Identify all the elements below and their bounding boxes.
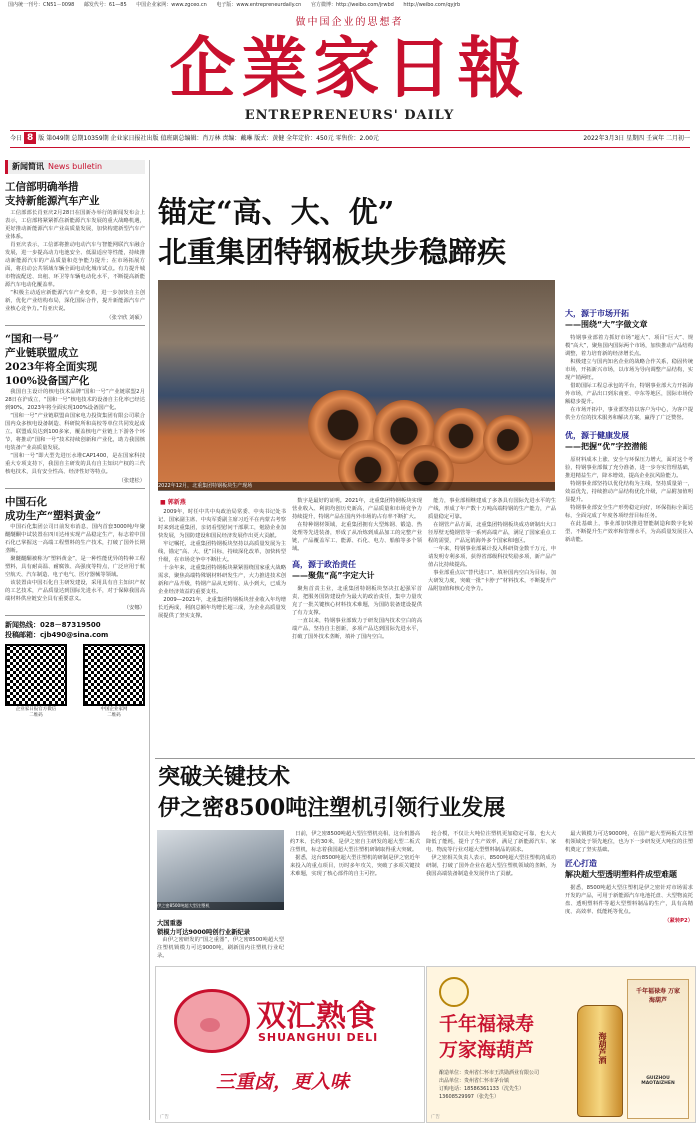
page-count-badge: 8 (24, 132, 36, 144)
lead-para: 在特种钢材领域，北重集团拥有大型炼钢、锻造、热处理等先进装备，形成了从冶炼到成品加工的完整产业链，产品覆盖军工、能源、石化、电力、船舶等多个领域。 (292, 522, 422, 552)
second-para: 据悉，8500吨超大型注塑机是伊之密针对市场需求开发的产品，可用于新能源汽车电池托盘、大型物流托盘、透明塑料件等超大型塑料制品的生产，具有高精度、高效率、低能耗等优点。 (565, 885, 693, 915)
news-hotline: 新闻热线：028－87319500 (5, 621, 101, 629)
bulletin-author: （张辛欣 刘硕） (106, 315, 145, 321)
bulletin-para: “积极主动适应新能源汽车产业变革，进一步加快自主创新，优化产业结构布局，深化国际合作，提升新能源汽车产业核心竞争力。”肖亚庆说。 (5, 290, 145, 312)
weibo-link-2[interactable]: http://weibo.com/qyjrb (403, 2, 461, 8)
lead-para: 牢记嘱托，北重集团特钢板块坚持以高质量发展为主线，锚定“高、大、优”目标，持续深化改革，加快转型升级，在市场竞争中不断壮大。 (158, 541, 286, 563)
lead-para: 十余年来，北重集团特钢板块紧紧围绕国家重大战略需求，聚焦高端特殊钢材料研发生产，大力推进技术创新和产品升级，特钢产品从无到有、从小到大，已成为企业经济效益的重要支柱。 (158, 565, 286, 595)
second-headline-line2: 伊之密8500吨注塑机引领行业发展 (158, 795, 506, 821)
post-code-text: 邮发代号：61—85 (83, 2, 127, 8)
second-subhead (565, 858, 693, 880)
pipe-shape (483, 415, 533, 465)
pig-logo-icon (174, 989, 250, 1053)
bulletin-title[interactable]: 中国石化 成功生产“塑料黄金” (5, 496, 102, 522)
submission-email[interactable]: 投稿邮箱：cjb490@sina.com (5, 631, 109, 639)
bulletin-title[interactable]: 工信部明确举措 支持新能源汽车产业 (5, 181, 100, 207)
right-subhead-title: 大，源于市场开拓 (565, 309, 629, 318)
sidebar-box-body: 由伊之密研发的“国之重器”，伊之密8500吨超大型注塑机锁模力可达9000吨，刷新国内注塑机行业纪录。 (157, 937, 284, 959)
divider (5, 615, 145, 616)
news-bulletin-column (5, 160, 145, 1120)
ad2-label: 广告 (431, 1115, 440, 1120)
lead-para: 2009—2021年，北重集团特钢板块营业收入年均增长近两成，利润总额年均增长超三成，为企业高质量发展提供了坚实支撑。 (158, 597, 286, 619)
sidebar-box (157, 918, 284, 963)
bulletin-para: “国和一号”产业链联盟由国家电力投资集团有限公司联合国内众多核电设备制造、科研院所和高校等单位共同发起成立。联盟成员达到100多家，覆盖核电产业链上下游各个环节，将推动“国和一号”技术持续创新和产业化，助力我国核电装备产业高质量发展。 (5, 413, 145, 451)
ad2-phone: 订购电话：18586361133（沈先生） 13608529997（张先生） (439, 1086, 524, 1100)
bulletin-para: 肖亚庆表示，工信部将推动电动汽车与智能网联汽车融合发展，进一步提高动力电池安全、低温适应等性能，持续推动新能源汽车的产品质量和竞争能力提升；在市场拓展方面，将启动公共领域车辆全面电动化城市试点。有力提升城市物流配送、出租、环卫等车辆电动化水平，不断提高新能源汽车电动化覆盖率。 (5, 242, 145, 288)
bulletin-para: 该装置由中国石化自主研发建设，采用具有自主知识产权的工艺技术，产品质量达到国际先进水平，对于保障我国高端材料供应链安全具有重要意义。 (5, 580, 145, 602)
shuanghui-ad[interactable] (155, 966, 425, 1123)
right-para: 特钢事业部着力抓好市场“超大”、项目“巨大”、规模“高大”，聚焦国内国际两个市场，加快推动产品结构调整，着力培育新的经济增长点。 (565, 335, 693, 357)
second-para: 最大锁模力可达9000吨，在国产超大型两板式注塑机领域处于领先地位，也为下一步研发更大吨位的注塑机奠定了坚实基础。 (565, 831, 693, 853)
issue-date: 2022年3月3日 星期四 壬寅年 二月初一 (583, 135, 690, 142)
ad2-slogan-1: 千年福禄寿 (439, 1013, 535, 1035)
qr-block (5, 644, 67, 718)
bulletin-para: “国和一号”即大型先进压水堆CAP1400，是在国家科技重大专项支持下，我国自主研发的具有自主知识产权的三代核电技术，具有安全性高、经济性好等特点。 (5, 453, 145, 475)
bulletin-para: 聚醚醚酮被称为“塑料黄金”，是一种性能优异的特种工程塑料，具有耐高温、耐腐蚀、高强度等特点，广泛应用于航空航天、汽车制造、电子电气、医疗器械等领域。 (5, 556, 145, 578)
lead-headline[interactable] (158, 192, 578, 272)
bulletin-para: 工信部部长肖亚庆2月28日在国新办举行的新闻发布会上表示，工信部将紧紧抓住新能源汽车发展的重大战略机遇，更好推动新能源汽车产业高质量发展，加快构建新型汽车产业体系。 (5, 210, 145, 240)
story-divider (155, 758, 695, 759)
second-para: 伊之密相关负责人表示，8500吨超大型注塑机的成功研制，打破了国外企业在超大型注塑机领域的垄断，为我国高端装备制造业发展作出了贡献。 (426, 855, 556, 877)
lead-byline: ■ 郭新燕 (160, 499, 186, 506)
right-para: 特钢事业部坚持以优化结构为主线，坚持质量第一，效益优先，持续推动产品结构优化升级，产品附加值明显提升。 (565, 481, 693, 503)
lead-body-col2 (292, 497, 422, 753)
column-divider (149, 160, 150, 1120)
second-photo-caption: 伊之密8500吨超大型注塑机 (157, 902, 284, 910)
ad2-address: 出品单位：贵州省仁怀市茅台镇 (439, 1078, 510, 1084)
qr-code-icon[interactable] (83, 644, 145, 706)
qr-label: 中国企业家网 二维码 (100, 707, 128, 718)
lead-subhead-sub: ——聚焦“高”字定大计 (292, 571, 375, 580)
ad2-info (439, 1069, 599, 1101)
lead-subhead-title: 高，源于政治责任 (292, 560, 356, 569)
lead-para: 一年来，特钢事业部累计投入科研资金数千万元，申请发明专利多项，获得省部级科技奖励多项，新产品产值占比持续提高。 (428, 546, 556, 568)
bulletin-title[interactable]: “国和一号” 产业链联盟成立 2023年将全面实现 100%设备国产化 (5, 333, 98, 387)
sidebar-box-sub: 锁模力可达9000吨创行业新纪录 (157, 929, 251, 936)
qr-label: 企业家日报官方微信 二维码 (15, 707, 57, 718)
bottle-label: 海葫芦酒 (598, 1032, 607, 1064)
lead-para: 能力，事业部相继建成了多条具有国际先进水平的生产线，形成了年产数十万吨高端特钢的生产能力，产品质量稳定可靠。 (428, 498, 556, 520)
liquor-logo-icon (439, 977, 469, 1007)
ad2-slogan-2: 万家海葫芦 (439, 1039, 535, 1061)
right-subhead (565, 308, 693, 330)
bulletin-item (5, 332, 145, 484)
ad1-brand-en: SHUANGHUI DELI (258, 1031, 379, 1044)
ad2-maker: 酿造单位：贵州省仁怀市王洪勋酒业有限公司 (439, 1070, 540, 1076)
masthead-title: 企業家日報 (169, 29, 530, 107)
right-para: 在此基础上，事业部加快推进智能制造和数字化转型，不断提升生产效率和管理水平，为高质量发展注入新动能。 (565, 521, 693, 543)
second-para: 轮合模，不仅让大吨位注塑机更加稳定可靠，也大大降低了能耗，提升了生产效率，满足了新能源汽车、家电、物流等行业对超大型塑料制品的需求。 (426, 831, 556, 853)
section-title-en: News bulletin (48, 162, 103, 171)
bulletin-author: （安娜） (123, 605, 145, 611)
bulletin-para: 我国自主设计的核电技术品牌“国和一号”产业链联盟2月28日在沪成立，“国和一号”核电技术的设备自主化率已经达到90%，2023年将全面实现100%设备国产化。 (5, 389, 145, 411)
second-para: 日前，伊之密8500吨超大型注塑机亮相，这台机器高约7米、长约30米，是伊之密自主研发的超大型二板式注塑机，标志着我国超大型注塑机研制取得重大突破。 (290, 831, 420, 853)
injection-machine-photo[interactable] (157, 830, 284, 910)
right-para: 原材料成本上涨、安全与环保压力增大，面对这个考验，特钢事业部做了充分准备，进一步夯实管理基础，推进精益生产，降本增效，提高企业抗风险能力。 (565, 457, 693, 479)
section-header (5, 160, 145, 174)
lead-subhead (292, 559, 422, 581)
second-para: 据悉，这台8500吨超大型注塑机的研制是伊之密近年来投入的重点项目，历时多年攻关，突破了多项关键技术难题，实现了核心部件的自主可控。 (290, 855, 420, 877)
lead-photo-steel-pipes[interactable] (158, 280, 555, 490)
lead-para: 一直以来，特钢事业部致力于研发国内技术空白的高端产品，坚持自主创新，多项产品达到国际先进水平，打破了国外技术垄断，填补了国内空白。 (292, 618, 422, 640)
site-link-1[interactable]: 中国企业家网：www.zgceo.cn (136, 2, 207, 8)
right-para: 特钢事业部安全生产形势稳定向好，环保指标全面达标，全面完成了年度各项经营目标任务。 (565, 505, 693, 519)
lead-headline-line1: 锚定“高、大、优” (158, 195, 395, 229)
section-title-cn: 新闻简讯 (12, 162, 44, 171)
pig-snout-icon (200, 1018, 220, 1032)
divider (5, 325, 145, 326)
box-text-cn: 千年福禄寿 万家海葫芦 (635, 988, 681, 1004)
second-body-col1 (290, 830, 420, 962)
second-subhead-title: 匠心打造 (565, 859, 597, 868)
lead-right-column (565, 308, 693, 753)
box-text-en: GUIZHOU MAOTAIZHEN (641, 1076, 675, 1086)
right-subhead-title: 优，源于健康发展 (565, 431, 629, 440)
second-headline[interactable] (158, 762, 578, 824)
issn-text: 国内统一刊号：CN51－0098 (8, 2, 75, 8)
bulletin-item (5, 180, 145, 321)
lead-headline-line2: 北重集团特钢板块步稳蹄疾 (158, 235, 507, 269)
issue-info-bar (10, 130, 690, 148)
bulletin-para: 中国石化集团公司日前发布消息，国内首套3000吨/年聚醚醚酮中试装置在四川达州实现产品稳定生产，标志着中国石化已掌握这一高端工程塑料的生产技术，打破了国外长期垄断。 (5, 524, 145, 554)
liquor-ad[interactable] (426, 966, 696, 1123)
lead-para: 在钢管产品方面，北重集团特钢板块成功研制出大口径厚壁无缝钢管等一系列高端产品，满足了国家重点工程的需要，产品远销海外多个国家和地区。 (428, 522, 556, 544)
masthead-slogan: 做中国企业的思想者 (295, 17, 404, 28)
bulletin-author: （张建松） (118, 478, 145, 484)
right-para: 借助国际工程总承包的平台，特钢事业部大力开拓海外市场，产品出口到东南亚、中东等地区，国际市场份额稳步提升。 (565, 383, 693, 405)
ad1-slogan: 三重卤，更入味 (216, 1071, 350, 1093)
weibo-link-1[interactable]: 官方微博：http://weibo.com/jrwbd (310, 2, 394, 8)
right-para: 积极建立与国内知名企业的战略合作关系，稳固传统市场，开拓新兴市场，以市场为导向调整产品结构，实现产销两旺。 (565, 359, 693, 381)
lead-body-col1 (158, 508, 286, 753)
lead-para: 数字是最好的证明。2021年，北重集团特钢板块实现营业收入、利润均创历史新高，产品质量和市场竞争力持续提升，特钢产品在国内外市场的占有率不断扩大。 (292, 498, 422, 520)
qr-code-row (5, 644, 145, 718)
bulletin-item (5, 495, 145, 611)
today-label: 今日 (10, 135, 23, 142)
lead-photo-caption: 2022年12月，北重集团特钢板块生产现场 (158, 482, 555, 491)
lead-body-col3 (428, 497, 556, 753)
ad1-label: 广告 (160, 1115, 169, 1120)
second-subhead-sub: 解决超大型透明塑料件成型难题 (565, 870, 677, 879)
sidebar-box-title: 大国重器 (157, 920, 183, 927)
right-subhead-sub: ——围绕“大”字做文章 (565, 320, 648, 329)
ad1-brand-cn: 双汇熟食 (256, 999, 376, 1034)
qr-code-icon[interactable] (5, 644, 67, 706)
divider (5, 488, 145, 489)
lead-para: 事业部重点以“替代进口”、填补国内空白为目标，加大研发力度，突破一批“卡脖子”材料技术，不断提升产品附加值和核心竞争力。 (428, 570, 556, 592)
top-info-bar (0, 0, 699, 11)
site-link-2[interactable]: 电子版：www.entrepreneurdaily.cn (216, 2, 302, 8)
lead-para: 聚焦首责主业，北重集团特钢板块坚决扛起强军首责，把服务国防建设作为最大的政治责任，集中力量攻克了一批关键核心材料技术难题，为国防装备建设提供了有力支撑。 (292, 586, 422, 616)
liquor-box-icon (627, 979, 689, 1119)
issue-details: 版 第049期 总期10359期 企业家日报社出版 值班副总编辑：肖万林 责编：戴琳 版式：黄健 全年定价：450元 零售价：2.00元 (38, 135, 379, 142)
qr-block (83, 644, 145, 718)
lead-para: 2009年，时任中共中央政治局常委、中央书记处书记、国家副主席、中央军委副主席习近平在内蒙古考察时来到北重集团，亲切看望慰问干部职工，勉励企业加快发展，为国防建设和国民经济发展作出更大贡献。 (158, 509, 286, 539)
second-body-col3 (565, 830, 693, 962)
second-headline-line1: 突破关键技术 (158, 764, 291, 790)
right-subhead (565, 430, 693, 452)
masthead-english: ENTREPRENEURS' DAILY (244, 108, 455, 123)
right-subhead-sub: ——把握“优”字控潜能 (565, 442, 648, 451)
second-body-col2 (426, 830, 556, 962)
jump-link[interactable]: （紧转P2） (664, 918, 693, 924)
right-para: 在市场开拓中，事业部坚持以客户为中心，为客户提供全方位的技术服务和解决方案，赢得了广泛赞誉。 (565, 407, 693, 421)
liquor-bottle-icon (577, 1005, 623, 1117)
